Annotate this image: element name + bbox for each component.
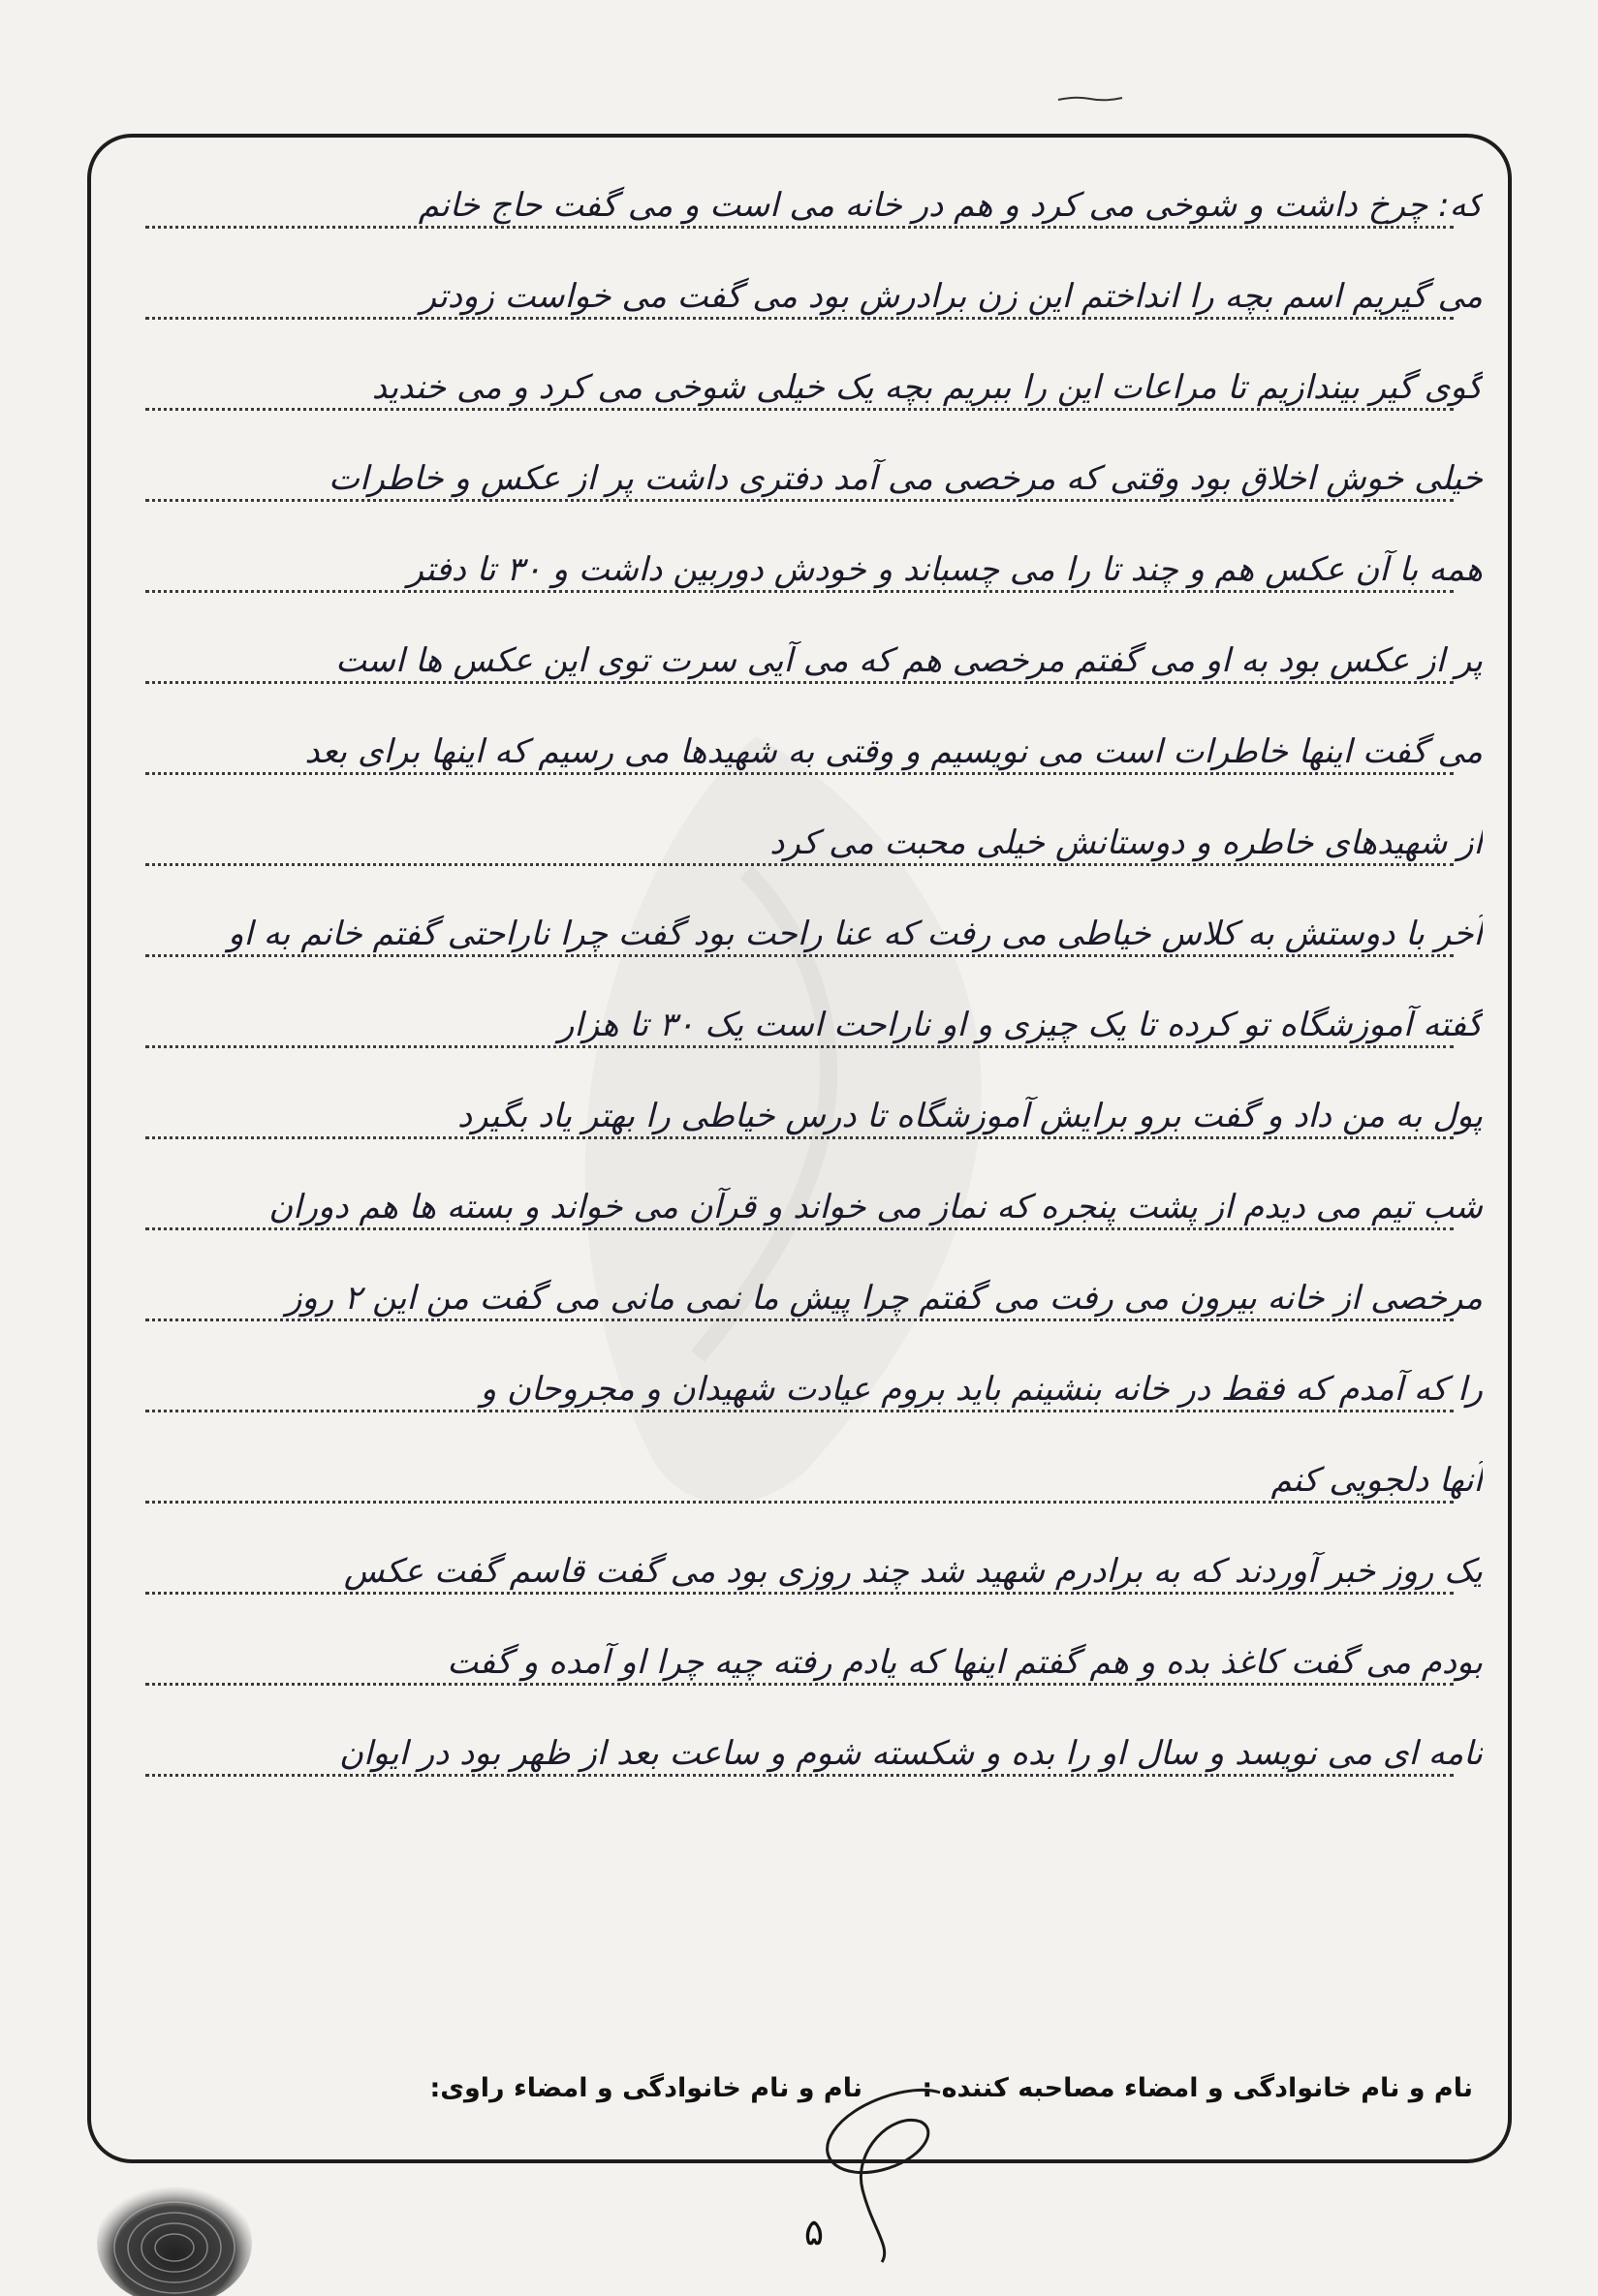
text-line-7 bbox=[126, 701, 1483, 792]
interviewer-signature-label: نام و نام خانوادگی و امضاء مصاحبه کننده : bbox=[922, 2073, 1473, 2103]
text-line-10 bbox=[126, 975, 1483, 1066]
text-line-5 bbox=[126, 519, 1483, 610]
line-text-14: را که آمدم که فقط در خانه بنشینم باید بروم عیادت شهیدان و مجروحان و bbox=[480, 1370, 1483, 1409]
line-text-3: گوی گیر بیندازیم تا مراعات این را ببریم بچه یک خیلی شوخی می کرد و می خندید bbox=[371, 368, 1483, 407]
text-line-2 bbox=[126, 246, 1483, 337]
text-line-1 bbox=[126, 155, 1483, 246]
line-text-18: نامه ای می نویسد و سال او را بده و شکسته شوم و ساعت بعد از ظهر بود در ایوان bbox=[339, 1734, 1483, 1773]
line-text-8: از شهیدهای خاطره و دوستانش خیلی محبت می کرد bbox=[769, 823, 1483, 862]
line-text-11: پول به من داد و گفت برو برایش آموزشگاه تا درس خیاطی را بهتر یاد بگیرد bbox=[456, 1097, 1483, 1135]
text-line-17 bbox=[126, 1612, 1483, 1703]
line-text-7: می گفت اینها خاطرات است می نویسیم و وقتی به شهیدها می رسیم که اینها برای بعد bbox=[304, 732, 1483, 771]
text-line-8 bbox=[126, 792, 1483, 884]
line-text-9: آخر با دوستش به کلاس خیاطی می رفت که عنا راحت بود گفت چرا ناراحتی گفتم خانم به او bbox=[228, 915, 1483, 953]
narrator-signature-label: نام و نام خانوادگی و امضاء راوی: bbox=[429, 2073, 862, 2103]
line-text-15: آنها دلجویی کنم bbox=[1270, 1461, 1483, 1500]
text-line-13 bbox=[126, 1248, 1483, 1339]
line-text-10: گفته آموزشگاه تو کرده تا یک چیزی و او ناراحت است یک ۳۰ تا هزار bbox=[557, 1006, 1483, 1044]
line-text-13: مرخصی از خانه بیرون می رفت می گفتم چرا پیش ما نمی مانی می گفت من این ۲ روز bbox=[285, 1279, 1483, 1318]
top-scribble-mark bbox=[1056, 95, 1124, 103]
line-text-17: بودم می گفت کاغذ بده و هم گفتم اینها که یادم رفته چیه چرا او آمده و گفت bbox=[447, 1643, 1483, 1682]
text-line-3 bbox=[126, 337, 1483, 428]
text-line-15 bbox=[126, 1430, 1483, 1521]
text-line-9 bbox=[126, 884, 1483, 975]
page-number: ۵ bbox=[803, 2211, 825, 2253]
line-text-6: پر از عکس بود به او می گفتم مرخصی هم که می آیی سرت توی این عکس ها است bbox=[335, 641, 1483, 680]
line-text-1: که: چرخ داشت و شوخی می کرد و هم در خانه می است و می گفت حاج خانم bbox=[418, 186, 1483, 225]
text-line-11 bbox=[126, 1066, 1483, 1157]
text-line-16 bbox=[126, 1521, 1483, 1612]
line-text-4: خیلی خوش اخلاق بود وقتی که مرخصی می آمد دفتری داشت پر از عکس و خاطرات bbox=[329, 459, 1483, 498]
handwritten-lines bbox=[126, 155, 1483, 1794]
text-line-4 bbox=[126, 428, 1483, 519]
line-text-12: شب تیم می دیدم از پشت پنجره که نماز می خواند و قرآن می خواند و بسته ها هم دوران bbox=[268, 1188, 1483, 1226]
text-line-14 bbox=[126, 1339, 1483, 1430]
text-line-18 bbox=[126, 1703, 1483, 1794]
thumbprint-mark bbox=[87, 2156, 252, 2296]
text-line-12 bbox=[126, 1157, 1483, 1248]
line-text-5: همه با آن عکس هم و چند تا را می چسباند و خودش دوربین داشت و ۳۰ تا دفتر bbox=[407, 550, 1483, 589]
line-text-16: یک روز خبر آوردند که به برادرم شهید شد چند روزی بود می گفت قاسم گفت عکس bbox=[343, 1552, 1483, 1591]
text-line-6 bbox=[126, 610, 1483, 701]
line-text-2: می گیریم اسم بچه را انداختم این زن برادرش بود می گفت می خواست زودتر bbox=[420, 277, 1483, 316]
